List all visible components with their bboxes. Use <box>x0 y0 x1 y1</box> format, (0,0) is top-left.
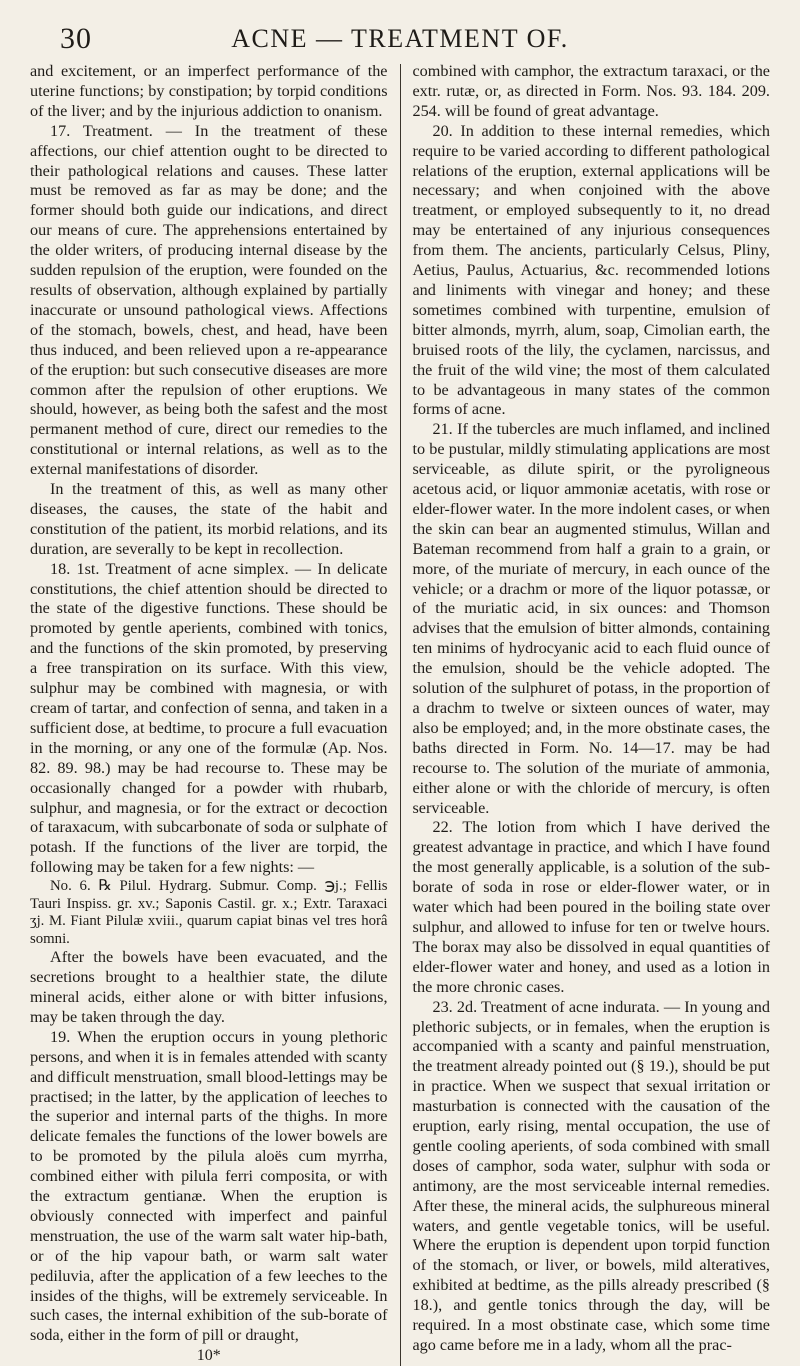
paragraph: After the bowels have been evacuated, and the secretions brought to a healthier state, the dilute mineral acids, either alone or with bitter infusions, may be taken through the day. <box>30 948 388 1026</box>
prescription: No. 6. ℞ Pilul. Hydrarg. Submur. Comp. ℈j.; Fellis Tauri Inspiss. gr. xv.; Saponis Castil. gr. x.; Extr. Taraxaci ʒj. M. Fiant Pilulæ xviii., quarum capiat binas vel tres horâ somni. <box>30 878 388 947</box>
signature-mark: 10* <box>196 1347 221 1365</box>
paragraph: 22. The lotion from which I have derived the greatest advantage in practice, and which I have found the most generally applicable, is a solution of the sub-borate of soda in rose or elder-flower water, or in water which had been poured in the boiling state over sulphur, and allowed to infuse for ten or twelve hours. The borax may also be dissolved in equal quantities of elder-flower water and honey, and used as a lotion in the more chronic cases. <box>412 818 770 996</box>
page-header <box>30 22 770 58</box>
running-title: ACNE — TREATMENT OF. <box>231 24 569 53</box>
right-column <box>400 62 770 1366</box>
page-number: 30 <box>60 22 92 55</box>
paragraph: and excitement, or an imperfect performance of the uterine functions; by constipation; by torpid conditions of the liver; and by the injurious addiction to onanism. <box>30 62 388 120</box>
paragraph: 18. 1st. Treatment of acne simplex. — In delicate constitutions, the chief attention should be directed to the state of the digestive functions. These should be promoted by gentle aperients, combined with tonics, and the functions of the skin promoted, by preserving a free transpiration on its surface. With this view, sulphur may be combined with magnesia, or with cream of tartar, and confection of senna, and taken in a sufficient dose, at bedtime, to procure a full evacuation in the morning, or any one of the formulæ (Ap. Nos. 82. 89. 98.) may be had recourse to. These may be occasionally changed for a powder with rhubarb, sulphur, and magnesia, or for the extract or decoction of taraxacum, with subcarbonate of soda or sulphate of potash. If the functions of the liver are torpid, the following may be taken for a few nights: — <box>30 559 388 877</box>
paragraph: 19. When the eruption occurs in young plethoric persons, and when it is in females attended with scanty and difficult menstruation, small blood-lettings may be practised; in the latter, by the application of leeches to the superior and internal parts of the thighs. In more delicate females the functions of the lower bowels are to be promoted by the pilula aloës cum myrrha, combined either with pilula ferri composita, or with the extractum gentianæ. When the eruption is obviously connected with imperfect and painful menstruation, the use of the warm salt water hip-bath, or of the hip vapour bath, or warm salt water pediluvia, after the application of a few leeches to the insides of the thighs, will be extremely serviceable. In such cases, the internal exhibition of the sub-borate of soda, either in the form of pill or draught, <box>30 1027 388 1345</box>
paragraph: 17. Treatment. — In the treatment of these affections, our chief attention ought to be directed to their pathological relations and causes. These latter must be removed as far as may be done; and the former should both guide our indications, and direct our means of cure. The apprehensions entertained by the older writers, of producing internal disease by the sudden repulsion of the eruption, were founded on the results of observation, although explained by partially inaccurate or unsound pathological views. Affections of the stomach, bowels, chest, and head, have been thus induced, and been relieved upon a re-appearance of the eruption: but such consecutive diseases are more common after the repulsion of other eruptions. We should, however, as being both the safest and the most permanent method of cure, direct our remedies to the constitutional or internal relations, as well as to the external manifestations of disorder. <box>30 121 388 479</box>
paragraph: combined with camphor, the extractum taraxaci, or the extr. rutæ, or, as directed in Form. Nos. 93. 184. 209. 254. will be found of great advantage. <box>412 62 770 120</box>
paragraph: In the treatment of this, as well as many other diseases, the causes, the state of the habit and constitution of the patient, its morbid relations, and its duration, are severally to be kept in recollection. <box>30 480 388 558</box>
paragraph: 21. If the tubercles are much inflamed, and inclined to be pustular, mildly stimulating applications are most serviceable, as dilute spirit, or the pyroligneous acetous acid, or liquor ammoniæ acetatis, with rose or elder-flower water. In the more indolent cases, or when the skin can bear an augmented stimulus, Willan and Bateman recommend from half a grain to a grain, or more, of the muriate of mercury, in each ounce of the vehicle; or a drachm or more of the liquor potassæ, or of the muriatic acid, in six ounces: and Thomson advises that the emulsion of bitter almonds, containing ten minims of hydrocyanic acid to each fluid ounce of the emulsion, should be the vehicle adopted. The solution of the sulphuret of potass, in the proportion of a drachm to twelve or sixteen ounces of water, may also be employed; and, in the more obstinate cases, the baths directed in Form. No. 14—17. may be had recourse to. The solution of the muriate of ammonia, either alone or with the chloride of mercury, is often serviceable. <box>412 420 770 817</box>
paragraph: 23. 2d. Treatment of acne indurata. — In young and plethoric subjects, or in females, when the eruption is accompanied with a scanty and painful menstruation, the treatment already pointed out (§ 19.), should be put in practice. When we suspect that sexual irritation or masturbation is connected with the causation of the eruption, early rising, mental occupation, the use of gentle cooling aperients, of soda combined with small doses of camphor, soda water, sulphur with soda or antimony, are the most serviceable internal remedies. After these, the mineral acids, the sulphureous mineral waters, and gentle vegetable tonics, will be useful. Where the eruption is dependent upon torpid function of the stomach, or liver, or bowels, mild alteratives, exhibited at bedtime, as the pills already prescribed (§ 18.), and gentle tonics through the day, will be required. In a most obstinate case, which some time ago came before me in a lady, whom all the prac- <box>412 997 770 1354</box>
left-column <box>30 62 400 1366</box>
paragraph: 20. In addition to these internal remedies, which require to be varied according to different pathological relations of the eruption, external applications will be necessary; and when conjoined with the above treatment, or employed subsequently to it, no dread may be entertained of any injurious consequences from them. The ancients, particularly Celsus, Pliny, Aetius, Paulus, Actuarius, &c. recommended lotions and liniments with vinegar and honey; and these sometimes combined with turpentine, emulsion of bitter almonds, myrrh, alum, soap, Cimolian earth, the bruised roots of the lily, the cyclamen, narcissus, and the fruit of the wild vine; the most of them calculated to be advantageous in many states of the common forms of acne. <box>412 121 770 419</box>
text-columns <box>30 62 770 1366</box>
